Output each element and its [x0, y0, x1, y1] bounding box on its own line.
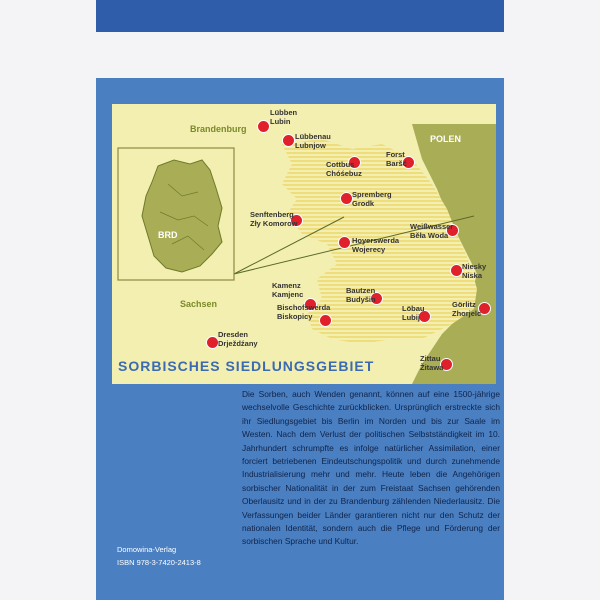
town-label-luebbenau: Lübbenau Lubnjow: [295, 132, 331, 150]
town-label-luebben: Lübben Lubin: [270, 108, 298, 126]
description-text: Die Sorben, auch Wenden genannt, können auf eine 1500-jährige wechselvolle Geschichte zurückblicken. Ursprünglich erstreckte sich ihr Siedlungsgebiet bis Berlin im Norden und bis zur Saale im Westen. Nach dem Verlust der politischen Selbstständigkeit im 10. Jahrhundert schrumpfte es infolge natürlicher Assimilation, einer forciert betriebenen Eindeutschungspolitik und durch zunehmende Industrialisierung mehr und mehr. Heute leben die Angehörigen sorbischer Nationalität in der zum Freistaat Sachsen gehörenden Oberlausitz und in der zu Brandenburg zählenden Niederlausitz. Die Verfassungen beider Länder garantieren nicht nur den Schutz der nationalen Identität, sondern auch die Pflege und Förderung der sorbischen Sprache und Kultur.: [242, 389, 500, 547]
town-label-cottbus: Cottbus Chóśebuz: [326, 160, 362, 178]
region-label-brandenburg: Brandenburg: [190, 124, 247, 134]
town-label-kamenz: Kamenz Kamjenc: [272, 281, 304, 299]
town-label-bischofswerda: Bischofswerda Biskopicy: [277, 303, 331, 321]
town-label-dresden: Dresden Drježdźany: [218, 330, 258, 348]
publisher-name: Domowina-Verlag: [117, 545, 177, 554]
region-label-sachsen: Sachsen: [180, 299, 218, 309]
region-label-polen: POLEN: [430, 134, 462, 144]
town-label-bautzen: Bautzen Budyšin: [346, 286, 376, 304]
town-label-weisswasser: Weißwasser Běła Woda: [410, 222, 454, 240]
town-dot-luebben: [257, 120, 270, 133]
town-label-senftenberg: Senftenberg Zły Komorow: [250, 210, 298, 228]
town-label-niesky: Niesky Niska: [462, 262, 487, 280]
map-title: SORBISCHES SIEDLUNGSGEBIET: [118, 358, 375, 374]
town-label-forst: Forst Baršć: [386, 150, 407, 168]
germany-shape: [142, 160, 222, 272]
town-label-spremberg: Spremberg Grodk: [352, 190, 392, 208]
town-label-zittau: Zittau Žitawa: [420, 354, 444, 372]
town-label-goerlitz: Görlitz Zhorjelc: [452, 300, 482, 318]
town-label-loebau: Löbau Lubij: [402, 304, 425, 322]
town-label-hoyerswerda: Hoyerswerda Wojerecy: [352, 236, 400, 254]
region-label-brd: BRD: [158, 230, 178, 240]
settlement-map: [112, 104, 496, 384]
town-dot-luebbenau: [282, 134, 295, 147]
isbn: ISBN 978-3-7420-2413-8: [117, 558, 201, 567]
publisher-info: [117, 543, 201, 569]
top-cover-strip: [96, 0, 504, 32]
town-dot-hoyerswerda: [338, 236, 351, 249]
